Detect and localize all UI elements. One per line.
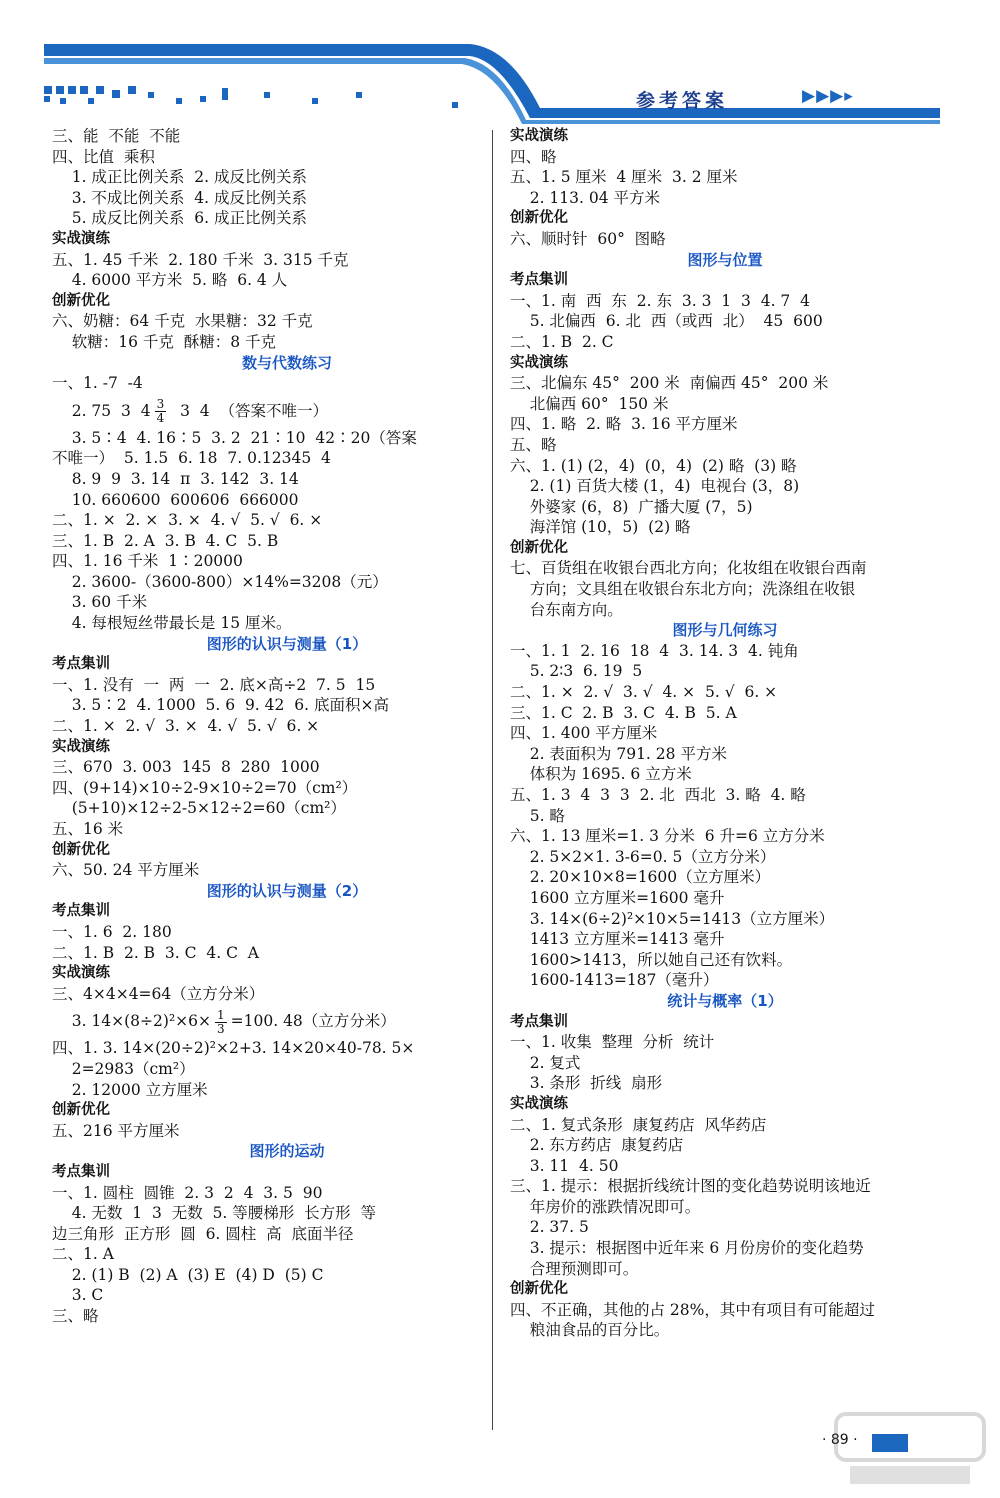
subsection-label [510,1279,940,1300]
answer-text: 三、能 不能 不能 [52,127,181,145]
answer-text: 实战演练 [52,965,110,982]
answer-text: 三、1. 提示：根据折线统计图的变化趋势说明该地近 [510,1177,871,1196]
answer-line [510,1320,940,1341]
answer-text: 3. 不成比例关系 4. 成反比例关系 [52,188,307,207]
answer-line [510,703,940,724]
answer-line [510,558,940,579]
answer-text: 8. 9 9 3. 14 π 3. 142 3. 14 [52,469,299,488]
answer-text: 2. 20×10×8=1600（立方厘米） [510,868,771,887]
answer-line [510,867,940,888]
answer-text: 2. 12000 立方厘米 [52,1080,208,1099]
answer-text: 四、不正确，其他的占 28%，其中有项目有可能超过 [510,1300,875,1319]
answer-text: 5. 成反比例关系 6. 成正比例关系 [52,209,307,228]
answer-text: 实战演练 [510,354,568,371]
answer-text: 2. 113. 04 平方米 [510,188,661,207]
fraction [155,398,167,425]
answer-line [510,723,940,744]
answer-line [510,291,940,312]
answer-text: 一、1. 6 2. 180 [52,922,172,941]
answer-text-continued: =100. 48（立方分米） [230,1012,396,1031]
answer-line [510,661,940,682]
answer-text: 五、1. 5 厘米 4 厘米 3. 2 厘米 [510,168,738,187]
answer-text: 2. (1) B (2) A (3) E (4) D (5) C [52,1265,324,1284]
answer-text: 三、4×4×4=64（立方分米） [52,984,265,1003]
answer-text: 考点集训 [510,272,568,289]
answer-text: 2. (1) 百货大楼 (1，4) 电视台 (3，8) [510,477,800,496]
fraction [215,1009,227,1036]
answer-line [52,984,522,1005]
answer-text: 2. 37. 5 [510,1218,589,1237]
answer-text: 1600-1413=187（毫升） [510,971,719,990]
answer-line [52,1038,522,1059]
answer-line [510,332,940,353]
answer-text: 体积为 1695. 6 立方米 [510,765,692,784]
subsection-label [52,1100,522,1121]
subsection-label [52,229,522,250]
answer-text: 考点集训 [510,1013,568,1030]
answer-line [510,229,940,250]
answer-text: 4. 6000 平方米 5. 略 6. 4 人 [52,271,288,290]
answer-text: 五、1. 3 4 3 3 2. 北 西北 3. 略 4. 略 [510,786,806,804]
answer-text: 2. 复式 [510,1053,581,1072]
answer-text: 创新优化 [52,1102,110,1119]
answer-text: 统计与概率（1） [667,991,783,1010]
answer-text: 2. 表面积为 791. 28 平方米 [510,744,727,763]
subsection-label [510,538,940,559]
answer-text: 一、1. 圆柱 圆锥 2. 3 2 4 3. 5 90 [52,1183,323,1202]
section-heading [52,353,522,374]
answer-text: 六、顺时针 60° 图略 [510,229,666,248]
subsection-label [52,840,522,861]
header-title: 参考答案 [636,90,729,112]
answer-line [52,778,522,799]
header-arrows: ▶▶▶▸ [802,86,854,106]
answer-line [52,1224,522,1245]
answer-text: 2. 东方药店 康复药店 [510,1136,684,1155]
answer-text: 四、1. 略 2. 略 3. 16 平方厘米 [510,415,738,434]
section-heading [52,634,522,655]
answer-text: 一、1. 南 西 东 2. 东 3. 3 1 3 4. 7 4 [510,291,811,310]
subsection-label [510,1094,940,1115]
answer-text: 边三角形 正方形 圆 6. 圆柱 高 底面半径 [52,1224,354,1243]
answer-line [52,860,522,881]
answer-line [510,167,940,188]
answer-text: 台东南方向。 [510,600,623,619]
answer-line [510,456,940,477]
subsection-label [52,963,522,984]
answer-line [52,188,522,209]
answer-text: 二、1. 复式条形 康复药店 风华药店 [510,1115,767,1134]
answer-line [510,188,940,209]
answer-text: 3. 提示：根据图中近年来 6 月份房价的变化趋势 [510,1239,864,1258]
answer-text: 三、1. B 2. A 3. B 4. C 5. B [52,531,279,550]
answer-line [52,167,522,188]
fraction-denominator: 3 [217,1021,225,1036]
answer-text: 图形与几何练习 [672,621,778,640]
answer-text: 三、670 3. 003 145 8 280 1000 [52,758,320,777]
answer-text: 软糖：16 千克 酥糖：8 千克 [52,332,277,351]
answer-text: 实战演练 [52,230,110,247]
answer-text: 2=2983（cm²） [52,1059,195,1078]
answer-line [510,682,940,703]
answer-text: 北偏西 60° 150 米 [510,394,669,413]
answer-text: 七、百货组在收银台西北方向；化妆组在收银台西南 [510,559,867,578]
answer-text: 一、1. -7 -4 [52,374,143,393]
answer-line [510,579,940,600]
answer-text: 1. 成正比例关系 2. 成反比例关系 [52,168,307,187]
answer-line [510,1135,940,1156]
subsection-label [510,270,940,291]
answer-line [510,1053,940,1074]
subsection-label [52,654,522,675]
answer-line [52,819,522,840]
answer-text: 4. 无数 1 3 无数 5. 等腰梯形 长方形 等 [52,1204,376,1223]
answer-text: 四、1. 16 千米 1∶20000 [52,552,243,571]
answer-line [510,435,940,456]
answer-line [510,497,940,518]
answer-line [52,250,522,271]
header-banner [0,0,1000,130]
answer-text: 考点集训 [52,656,110,673]
answer-line [510,414,940,435]
answer-line [52,311,522,332]
answer-line [52,394,522,428]
answer-text: 一、1. 收集 整理 分析 统计 [510,1033,715,1052]
answer-text: 图形的认识与测量（2） [206,881,368,900]
answer-line [52,531,522,552]
answer-line [510,826,940,847]
answer-line [52,490,522,511]
subsection-label [510,208,940,229]
answer-line [510,476,940,497]
answer-line [510,1115,940,1136]
answer-text: 四、1. 400 平方厘米 [510,724,658,743]
answer-line [510,394,940,415]
answer-line [510,600,940,621]
fraction-numerator: 1 [217,1007,225,1022]
answer-text: 考点集训 [52,1163,110,1180]
subsection-label [52,901,522,922]
answer-text: 二、1. × 2. √ 3. √ 4. × 5. √ 6. × [510,683,778,702]
answer-text: 四、1. 3. 14×(20÷2)²×2+3. 14×20×40-78. 5× [52,1039,415,1058]
subsection-label [52,1162,522,1183]
answer-text: 三、略 [52,1307,99,1326]
answer-line [510,373,940,394]
answer-line [52,757,522,778]
section-heading [510,250,940,271]
answer-line [510,1176,940,1197]
answer-text: 图形的认识与测量（1） [206,634,368,653]
answer-text: 3. 条形 折线 扇形 [510,1074,663,1093]
answer-text: 创新优化 [52,841,110,858]
answer-line [510,1032,940,1053]
subsection-label [52,291,522,312]
answer-text: 六、奶糖：64 千克 水果糖：32 千克 [52,312,313,331]
answer-text: 10. 660600 600606 666000 [52,490,299,509]
answer-line [52,448,522,469]
answer-line [52,373,522,394]
answer-line [510,1238,940,1259]
answer-line [52,469,522,490]
answer-line [52,943,522,964]
answer-text: 六、1. (1) (2，4) (0，4) (2) 略 (3) 略 [510,456,797,475]
answer-line [510,744,940,765]
answer-line [52,1004,522,1038]
answer-line [52,1244,522,1265]
answer-line [52,551,522,572]
page-header [0,0,1000,130]
answer-text: 3. C [52,1286,104,1305]
answer-line [510,1259,940,1280]
answer-line [52,428,522,449]
answer-line [52,270,522,291]
answer-line [510,806,940,827]
answer-text-continued: 3 4 （答案不唯一） [170,401,329,420]
answer-text: 六、50. 24 平方厘米 [52,861,200,880]
section-heading [510,620,940,641]
answer-text: 二、1. B 2. B 3. C 4. C A [52,943,259,962]
answer-text: 三、北偏东 45° 200 米 南偏西 45° 200 米 [510,374,829,393]
answer-line [52,208,522,229]
answer-text: 二、1. B 2. C [510,332,614,351]
answer-text: 五、216 平方厘米 [52,1121,180,1140]
fraction-denominator: 4 [156,411,165,426]
answer-text: 实战演练 [510,128,568,144]
answer-line [52,126,522,147]
answer-text: 创新优化 [510,1281,568,1298]
answer-line [52,332,522,353]
answer-text: 海洋馆 (10，5) (2) 略 [510,518,691,537]
answer-text: 图形的运动 [249,1142,325,1161]
answer-line [52,592,522,613]
answer-text: 四、略 [510,147,557,166]
answer-line [52,695,522,716]
watermark-logo [830,1408,990,1492]
answer-text: 1600 立方厘米=1600 毫升 [510,888,725,907]
answer-text: 粮油食品的百分比。 [510,1321,670,1340]
answer-line [510,311,940,332]
answer-line [510,1156,940,1177]
answer-line [52,572,522,593]
answer-text: 合理预测即可。 [510,1259,639,1278]
answer-text: 1600>1413，所以她自己还有饮料。 [510,950,793,969]
answer-text: 数与代数练习 [241,353,332,372]
answer-line [510,950,940,971]
subsection-label [52,737,522,758]
subsection-label [510,126,940,147]
answer-line [510,764,940,785]
answer-line [510,888,940,909]
answer-text: 3. 60 千米 [52,593,148,612]
answer-text: 2. 3600-（3600-800）×14%=3208（元） [52,572,388,591]
answer-text: 1413 立方厘米=1413 毫升 [510,930,725,949]
answer-text: 3. 11 4. 50 [510,1156,619,1175]
answer-text: 外婆家 (6，8) 广播大厦 (7，5) [510,497,753,516]
answer-text: 创新优化 [510,210,568,227]
answer-text: 二、1. × 2. √ 3. × 4. √ 5. √ 6. × [52,717,320,736]
answer-text: 五、略 [510,435,557,454]
answer-text: 不唯一） 5. 1.5 6. 18 7. 0.12345 4 [52,449,331,468]
answer-text: 3. 14×(6÷2)²×10×5=1413（立方厘米） [510,909,835,928]
answer-text: 五、16 米 [52,820,124,838]
answer-text: 实战演练 [510,1095,568,1112]
answer-line [510,517,940,538]
answer-text: 实战演练 [52,738,110,755]
answer-text: 创新优化 [52,292,110,309]
answer-line [52,1183,522,1204]
subsection-label [510,1012,940,1033]
answer-text: 一、1. 没有 一 两 一 2. 底×高÷2 7. 5 15 [52,675,376,694]
answer-line [52,798,522,819]
answer-text: 三、1. C 2. B 3. C 4. B 5. A [510,703,737,722]
answer-line [510,641,940,662]
answer-text: 四、比值 乘积 [52,147,155,166]
answer-text: 创新优化 [510,539,568,556]
answer-text: 3. 14×(8÷2)²×6× [52,1012,211,1031]
answer-text: (5+10)×12÷2-5×12÷2=60（cm²） [52,799,346,818]
answer-line [52,1121,522,1142]
answer-line [52,1203,522,1224]
answer-line [52,1265,522,1286]
answer-line [510,970,940,991]
answer-text: 考点集训 [52,903,110,920]
answer-line [510,147,940,168]
answer-text: 五、1. 45 千米 2. 180 千米 3. 315 千克 [52,250,349,269]
answer-text: 5. 略 [510,806,565,825]
answer-line [510,1217,940,1238]
answer-text: 方向；文具组在收银台东北方向；洗涤组在收银 [510,580,856,599]
page-number: · 89 · [822,1432,858,1448]
answer-line [510,1197,940,1218]
answer-text: 2. 75 3 4 [52,401,151,420]
answer-line [52,1306,522,1327]
answer-text: 3. 5∶2 4. 1000 5. 6 9. 42 6. 底面积×高 [52,696,389,715]
answer-line [510,785,940,806]
answer-line [52,147,522,168]
answer-text: 二、1. A [52,1245,114,1264]
answer-text: 二、1. × 2. × 3. × 4. √ 5. √ 6. × [52,511,323,530]
answer-line [52,1059,522,1080]
answer-text: 六、1. 13 厘米=1. 3 分米 6 升=6 立方分米 [510,827,825,846]
right-column [510,126,940,1341]
answer-line [52,922,522,943]
answer-text: 5. 北偏西 6. 北 西（或西 北） 45 600 [510,312,823,331]
answer-text: 3. 5∶4 4. 16∶5 3. 2 21∶10 42∶20（答案 [52,428,417,447]
answer-line [52,613,522,634]
answer-text: 4. 每根短丝带最长是 15 厘米。 [52,614,292,633]
answer-line [52,675,522,696]
answer-line [52,1080,522,1101]
answer-line [52,510,522,531]
answer-line [510,909,940,930]
answer-text: 图形与位置 [687,250,763,269]
answer-line [510,1300,940,1321]
answer-text: 5. 2∶3 6. 19 5 [510,662,643,681]
left-column [52,126,522,1327]
fraction-numerator: 3 [156,397,165,412]
section-heading [52,881,522,902]
answer-line [510,1073,940,1094]
section-heading [510,991,940,1012]
answer-text: 四、(9+14)×10÷2-9×10÷2=70（cm²） [52,778,358,797]
answer-line [510,929,940,950]
answer-text: 年房价的涨跌情况即可。 [510,1197,701,1216]
subsection-label [510,353,940,374]
section-heading [52,1141,522,1162]
answer-text: 2. 5×2×1. 3-6=0. 5（立方分米） [510,847,776,866]
answer-line [52,1285,522,1306]
answer-line [510,847,940,868]
answer-line [52,716,522,737]
answer-text: 一、1. 1 2. 16 18 4 3. 14. 3 4. 钝角 [510,641,799,660]
